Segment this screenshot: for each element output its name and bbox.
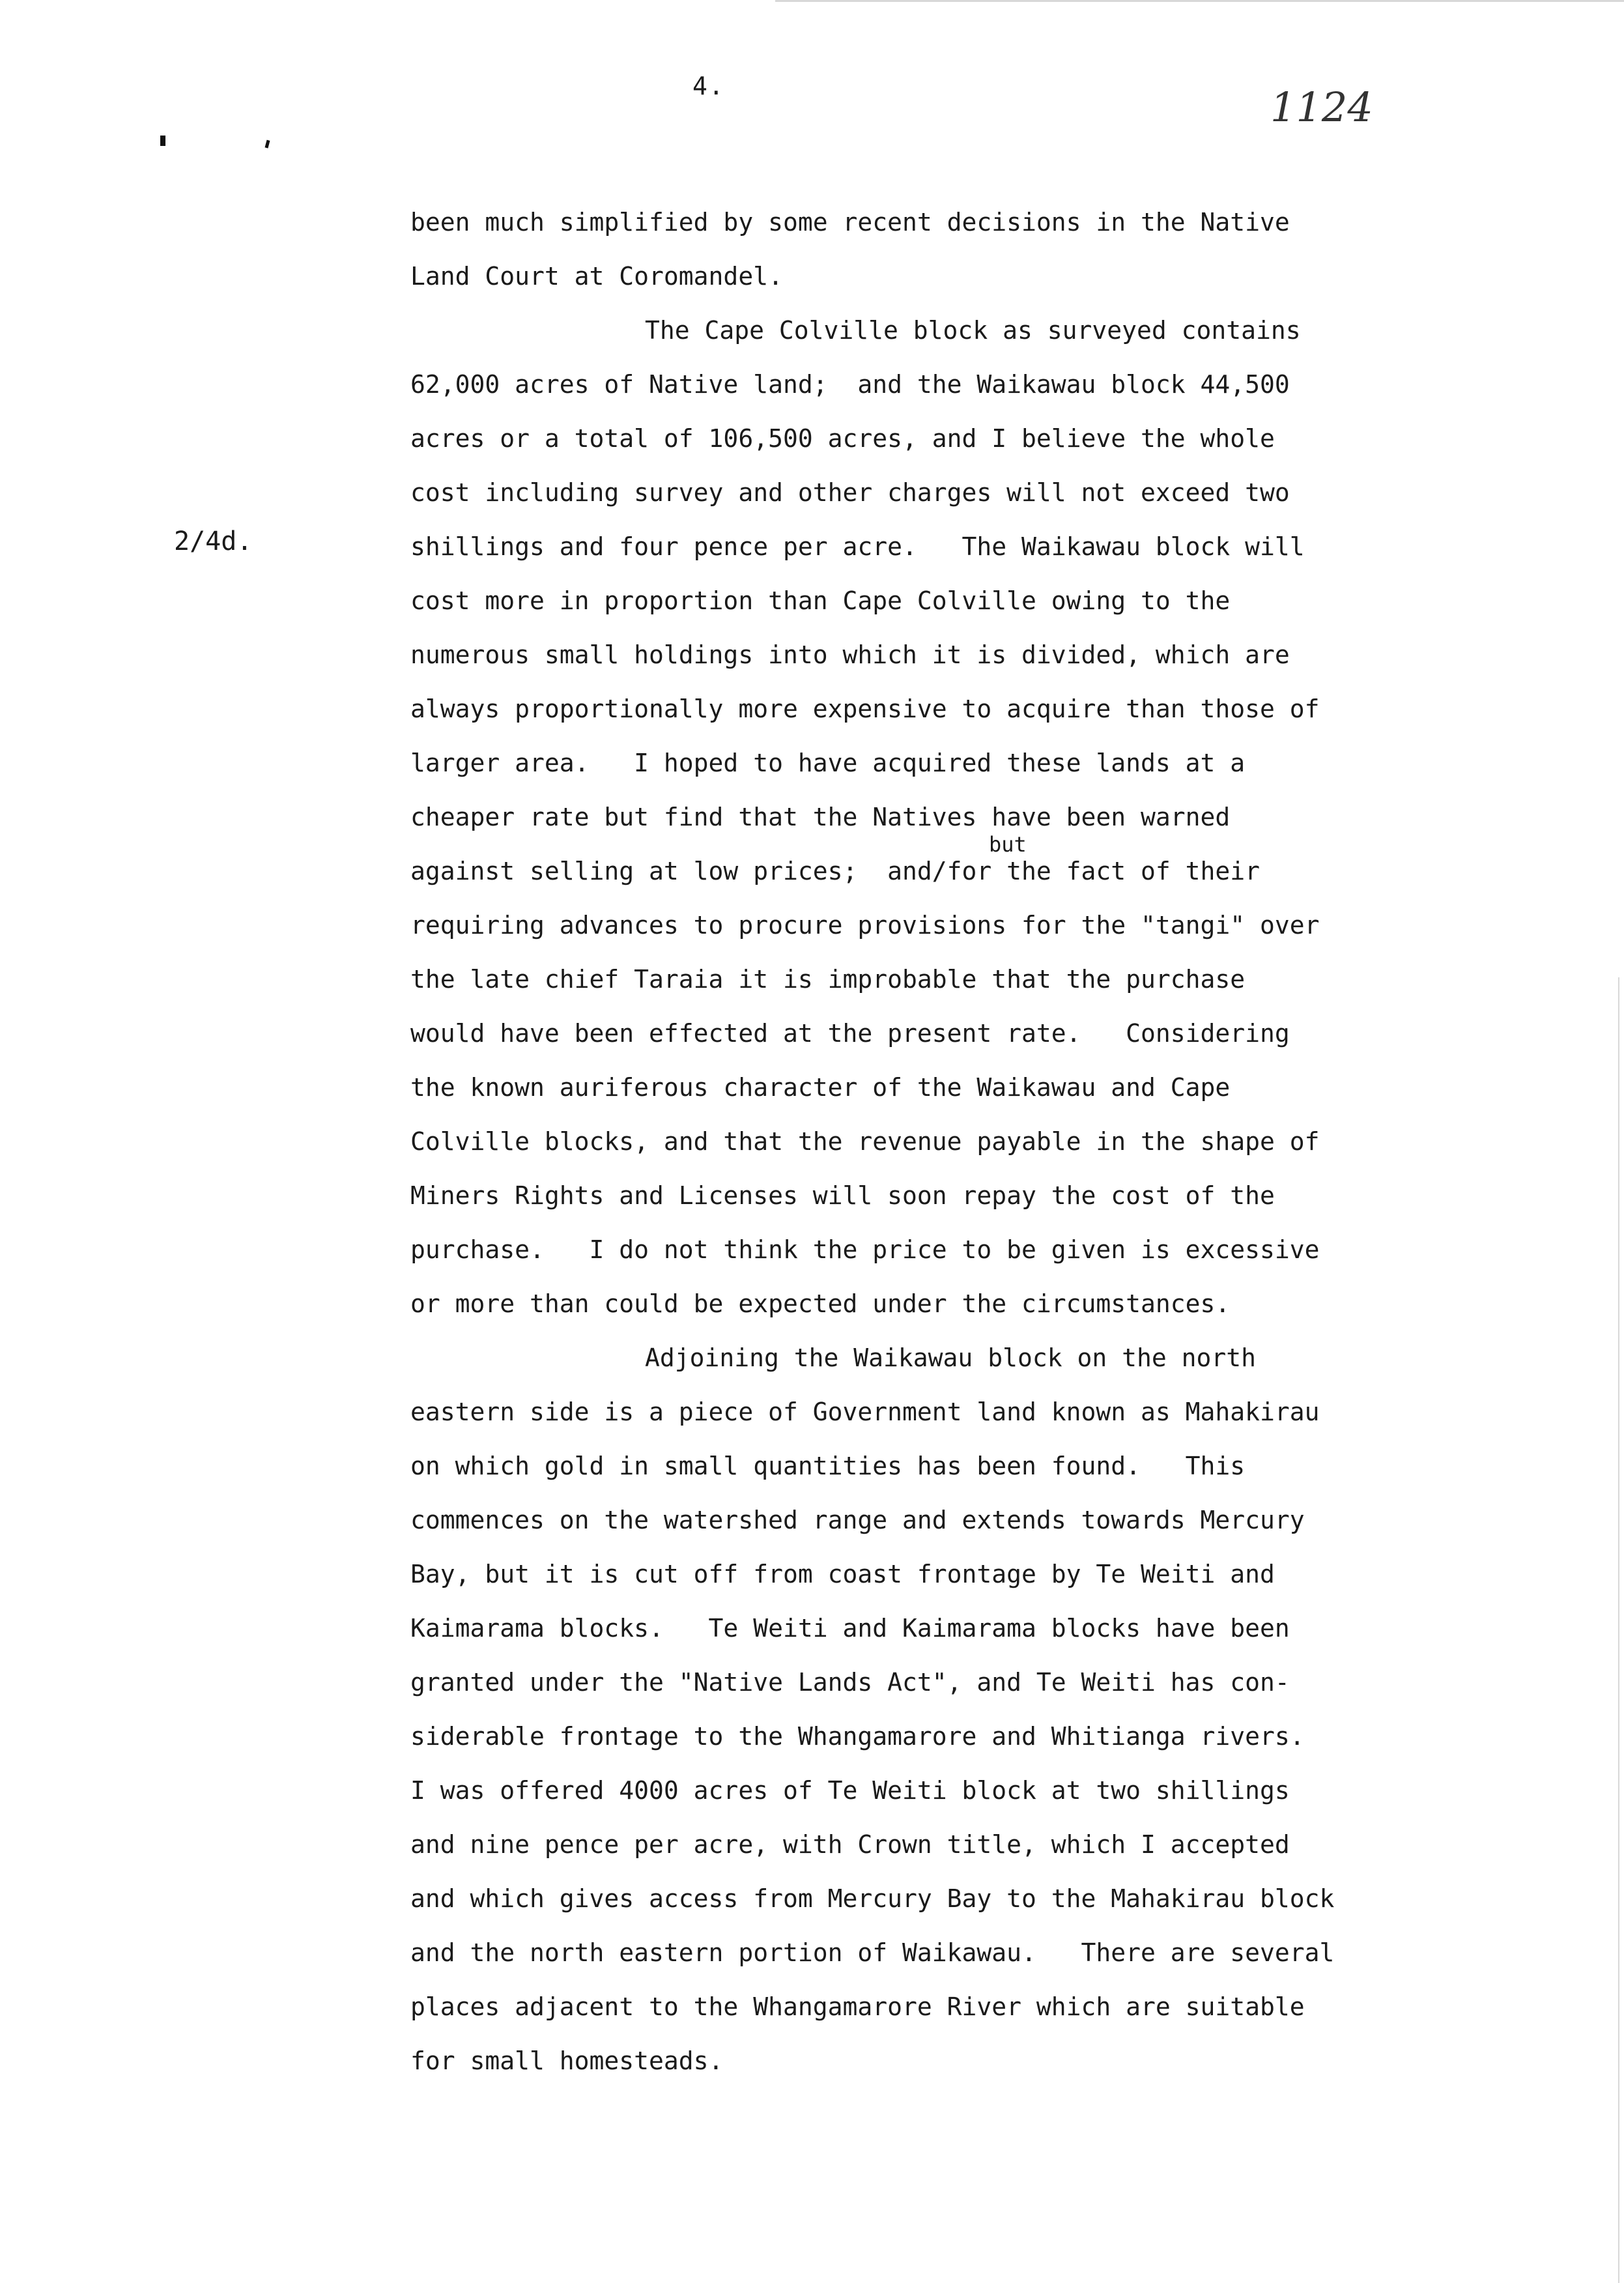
text-line: Colville blocks, and that the revenue payable in the shape of [410, 1127, 1320, 1156]
text-line: cost more in proportion than Cape Colville owing to the [410, 586, 1231, 615]
text-line: for small homesteads. [410, 2046, 724, 2075]
paragraph [410, 1331, 1427, 2088]
folio-number: 1124 [1270, 83, 1373, 131]
text-line: cheaper rate but find that the Natives have been warned [410, 803, 1231, 831]
text-line: Land Court at Coromandel. [410, 262, 783, 291]
paragraph [410, 195, 1427, 304]
text-line: the late chief Taraia it is improbable that the purchase [410, 965, 1246, 994]
text-line: I was offered 4000 acres of Te Weiti block at two shillings [410, 1776, 1290, 1805]
interlinear-insertion: but [989, 832, 1027, 857]
text-line: been much simplified by some recent decisions in the Native [410, 208, 1290, 237]
text-line: purchase. I do not think the price to be given is excessive [410, 1235, 1320, 1264]
paragraph [410, 304, 1427, 1331]
text-line: larger area. I hoped to have acquired these lands at a [410, 749, 1246, 777]
text-line: and the north eastern portion of Waikawau. There are several [410, 1938, 1335, 1967]
letter-body [410, 195, 1427, 2088]
scan-margin-line [1618, 977, 1619, 2283]
text-line: the known auriferous character of the Waikawau and Cape [410, 1073, 1231, 1102]
text-line: against selling at low prices; and/for the fact of their [410, 857, 1261, 885]
text-line: always proportionally more expensive to acquire than those of [410, 695, 1320, 723]
text-line: cost including survey and other charges will not exceed two [410, 478, 1290, 507]
text-line: 62,000 acres of Native land; and the Waikawau block 44,500 [410, 370, 1290, 399]
text-line: and nine pence per acre, with Crown title, which I accepted [410, 1830, 1290, 1859]
margin-note: 2/4d. [174, 526, 253, 556]
scan-edge-line [775, 0, 1624, 2]
text-line: acres or a total of 106,500 acres, and I believe the whole [410, 424, 1275, 453]
text-line: siderable frontage to the Whangamarore and Whitianga rivers. [410, 1722, 1305, 1751]
text-line: on which gold in small quantities has been found. This [410, 1452, 1246, 1480]
text-line: Miners Rights and Licenses will soon repay the cost of the [410, 1181, 1275, 1210]
margin-marks [0, 0, 326, 195]
text-line: would have been effected at the present rate. Considering [410, 1019, 1290, 1048]
text-line: and which gives access from Mercury Bay to the Mahakirau block [410, 1884, 1335, 1913]
text-line: or more than could be expected under the circumstances. [410, 1289, 1231, 1318]
text-line: commences on the watershed range and extends towards Mercury [410, 1506, 1305, 1534]
text-line: granted under the "Native Lands Act", and Te Weiti has con- [410, 1668, 1290, 1697]
text-line: requiring advances to procure provisions for the "tangi" over [410, 911, 1320, 940]
text-line: Kaimarama blocks. Te Weiti and Kaimarama blocks have been [410, 1614, 1290, 1643]
text-line: The Cape Colville block as surveyed contains [645, 316, 1301, 345]
text-line: Adjoining the Waikawau block on the north [645, 1343, 1256, 1372]
page-number: 4. [692, 72, 725, 100]
text-line: Bay, but it is cut off from coast frontage by Te Weiti and [410, 1560, 1275, 1588]
text-line: eastern side is a piece of Government land known as Mahakirau [410, 1398, 1320, 1426]
text-line: shillings and four pence per acre. The Waikawau block will [410, 532, 1305, 561]
text-line: numerous small holdings into which it is divided, which are [410, 640, 1290, 669]
text-line: places adjacent to the Whangamarore River which are suitable [410, 1992, 1305, 2021]
